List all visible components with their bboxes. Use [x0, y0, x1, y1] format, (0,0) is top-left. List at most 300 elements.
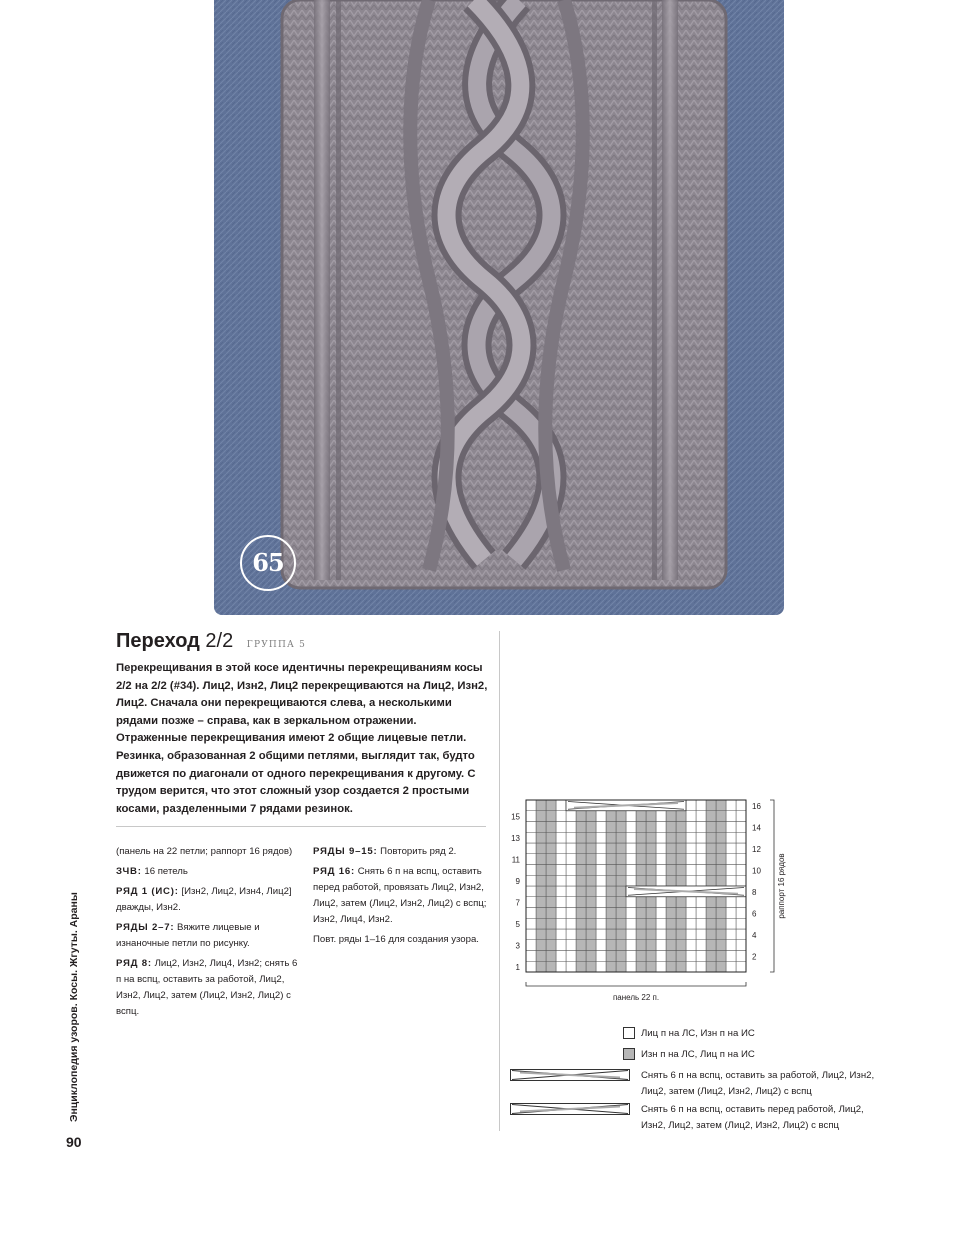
chart-cell: [726, 929, 736, 940]
chart-cell: [706, 951, 716, 962]
chart-cell: [736, 908, 746, 919]
chart-cell: [536, 951, 546, 962]
chart-cell: [706, 897, 716, 908]
chart-cell: [646, 908, 656, 919]
chart-cell: [596, 940, 606, 951]
chart-cell: [536, 875, 546, 886]
chart-cell: [536, 843, 546, 854]
chart-cell: [716, 918, 726, 929]
chart-cell: [596, 865, 606, 876]
chart-cell: [626, 929, 636, 940]
legend-knit-text: Лиц п на ЛС, Изн п на ИС: [641, 1028, 755, 1039]
chart-cell: [556, 875, 566, 886]
row-1-label: РЯД 1 (ИС):: [116, 886, 179, 897]
chart-cell: [646, 951, 656, 962]
chart-cell: [686, 875, 696, 886]
chart-cell: [646, 918, 656, 929]
chart-cell: [646, 811, 656, 822]
chart-cell: [626, 811, 636, 822]
chart-cell: [726, 800, 736, 811]
chart-cell: [566, 832, 576, 843]
knitting-chart: [500, 790, 800, 1015]
instructions-column-1: [116, 844, 301, 1024]
chart-cell: [706, 832, 716, 843]
chart-cell: [636, 822, 646, 833]
chart-cell: [716, 951, 726, 962]
chart-cell: [646, 929, 656, 940]
chart-cell: [646, 822, 656, 833]
chart-cell: [556, 832, 566, 843]
chart-cell: [606, 822, 616, 833]
chart-cell: [556, 908, 566, 919]
repeat-instruction: Повт. ряды 1–16 для создания узора.: [313, 934, 479, 945]
chart-cell: [626, 951, 636, 962]
chart-cell: [526, 843, 536, 854]
chart-cell: [656, 865, 666, 876]
chart-cell: [636, 929, 646, 940]
chart-cell: [546, 918, 556, 929]
chart-cell: [576, 843, 586, 854]
chart-cell: [636, 875, 646, 886]
chart-cell: [616, 908, 626, 919]
chart-cell: [586, 929, 596, 940]
chart-cell: [546, 951, 556, 962]
group-label: ГРУППА 5: [246, 640, 307, 650]
chart-cell: [576, 951, 586, 962]
chart-row-label-left: 15: [511, 812, 520, 822]
chart-cell: [636, 918, 646, 929]
chart-cell: [566, 897, 576, 908]
chart-cell: [686, 832, 696, 843]
chart-cell: [726, 832, 736, 843]
rows-9-15-text: Повторить ряд 2.: [380, 846, 457, 857]
chart-cell: [726, 961, 736, 972]
chart-cell: [676, 811, 686, 822]
chart-cell: [676, 897, 686, 908]
zchv-label: ЗЧВ:: [116, 866, 142, 877]
chart-cell: [686, 961, 696, 972]
chart-row-label-right: 2: [752, 952, 757, 962]
chart-cell: [686, 897, 696, 908]
chart-cell: [736, 918, 746, 929]
chart-cell: [706, 918, 716, 929]
chart-cell: [696, 875, 706, 886]
chart-cell: [556, 843, 566, 854]
chart-cell: [526, 886, 536, 897]
chart-cell: [616, 886, 626, 897]
chart-row-label-right: 8: [752, 887, 757, 897]
chart-cell: [536, 940, 546, 951]
chart-row-label-right: 12: [752, 844, 761, 854]
chart-cell: [656, 811, 666, 822]
chart-cell: [596, 822, 606, 833]
chart-cell: [616, 929, 626, 940]
chart-cell: [546, 800, 556, 811]
chart-cell: [696, 865, 706, 876]
chart-cell: [736, 961, 746, 972]
chart-cell: [736, 843, 746, 854]
chart-cell: [606, 929, 616, 940]
chart-cell: [686, 908, 696, 919]
row-1-text: [Изн2, Лиц2, Изн4, Лиц2] дважды, Изн2.: [116, 886, 292, 913]
chart-cell: [626, 918, 636, 929]
chart-cell: [566, 875, 576, 886]
chart-cell: [576, 908, 586, 919]
chart-cell: [676, 908, 686, 919]
rows-2-7-label: РЯДЫ 2–7:: [116, 922, 175, 933]
chart-cell: [606, 886, 616, 897]
chart-cell: [616, 961, 626, 972]
chart-cell: [576, 865, 586, 876]
chart-cell: [526, 918, 536, 929]
chart-cell: [726, 940, 736, 951]
chart-cell: [696, 940, 706, 951]
chart-cell: [666, 822, 676, 833]
chart-cell: [546, 843, 556, 854]
chart-cell: [536, 800, 546, 811]
chart-cell: [686, 929, 696, 940]
chart-cell: [536, 811, 546, 822]
chart-cell: [606, 843, 616, 854]
chart-cell: [646, 961, 656, 972]
chart-row-label-right: 14: [752, 823, 761, 833]
chart-cell: [586, 961, 596, 972]
chart-cell: [626, 822, 636, 833]
chart-cell: [526, 811, 536, 822]
chart-cell: [626, 961, 636, 972]
chart-row-label-left: 11: [511, 855, 520, 865]
chart-cell: [656, 854, 666, 865]
chart-cell: [596, 929, 606, 940]
chart-cell: [606, 865, 616, 876]
chart-cell: [546, 908, 556, 919]
chart-cell: [656, 908, 666, 919]
chart-cell: [646, 832, 656, 843]
chart-cell: [596, 918, 606, 929]
chart-cell: [596, 854, 606, 865]
chart-cell: [726, 843, 736, 854]
chart-cell: [716, 832, 726, 843]
chart-cell: [566, 811, 576, 822]
chart-cell: [696, 929, 706, 940]
chart-cell: [646, 897, 656, 908]
chart-cell: [706, 822, 716, 833]
chart-cell: [526, 940, 536, 951]
chart-cell: [686, 951, 696, 962]
panel-info: (панель на 22 петли; раппорт 16 рядов): [116, 846, 293, 857]
chart-cell: [656, 951, 666, 962]
chart-cell: [546, 929, 556, 940]
chart-cell: [546, 865, 556, 876]
chart-cell: [566, 865, 576, 876]
chart-panel-label: панель 22 п.: [612, 993, 660, 1002]
chart-cell: [586, 875, 596, 886]
chart-cell: [536, 961, 546, 972]
swatch-image: [214, 0, 784, 615]
chart-cell: [726, 918, 736, 929]
row-1-instruction: [116, 884, 301, 916]
rows-9-15-instruction: [313, 844, 491, 860]
row-8-text: Лиц2, Изн2, Лиц4, Изн2; снять 6 п на вспц, оставить за работой, Лиц2, Изн2, Лиц2, затем (Лиц2, Изн2, Лиц2) с вспц.: [116, 958, 298, 1017]
chart-cell: [666, 940, 676, 951]
chart-cell: [666, 875, 676, 886]
chart-cell: [536, 897, 546, 908]
pattern-number-badge: 65: [240, 535, 296, 591]
chart-cell: [666, 929, 676, 940]
chart-cell: [556, 918, 566, 929]
rows-2-7-instruction: [116, 920, 301, 952]
chart-cell: [686, 843, 696, 854]
chart-cell: [556, 961, 566, 972]
chart-cell: [686, 854, 696, 865]
chart-row-label-left: 13: [511, 834, 520, 843]
chart-cell: [616, 951, 626, 962]
chart-cell: [556, 897, 566, 908]
chart-cell: [716, 908, 726, 919]
chart-cell: [716, 822, 726, 833]
chart-cell: [606, 951, 616, 962]
chart-cell: [526, 822, 536, 833]
chart-cell: [736, 951, 746, 962]
chart-cell: [546, 961, 556, 972]
chart-cell: [616, 854, 626, 865]
chart-cell: [526, 929, 536, 940]
chart-cell: [536, 865, 546, 876]
chart-cell: [716, 843, 726, 854]
chart-cell: [696, 822, 706, 833]
chart-cell: [656, 822, 666, 833]
chart-cell: [586, 897, 596, 908]
cable-back-icon: [510, 1069, 630, 1081]
chart-cell: [736, 875, 746, 886]
chart-cell: [696, 843, 706, 854]
chart-cell: [656, 940, 666, 951]
chart-cell: [556, 929, 566, 940]
chart-row-label-left: 7: [515, 898, 520, 908]
chart-cell: [626, 832, 636, 843]
chart-cell: [566, 854, 576, 865]
chart-cell: [566, 940, 576, 951]
chart-cell: [736, 832, 746, 843]
chart-cell: [666, 961, 676, 972]
chart-cell: [626, 908, 636, 919]
chart-cell: [526, 951, 536, 962]
chart-cell: [526, 875, 536, 886]
chart-cell: [716, 865, 726, 876]
chart-cell: [656, 961, 666, 972]
chart-cell: [576, 811, 586, 822]
chart-cell: [546, 886, 556, 897]
chart-cell: [556, 886, 566, 897]
chart-cell: [586, 843, 596, 854]
page-number: 90: [66, 1134, 82, 1150]
cable-front-icon: [510, 1103, 630, 1115]
chart-repeat-bracket: [770, 800, 774, 972]
chart-cell: [716, 961, 726, 972]
chart-cell: [576, 832, 586, 843]
chart-row-label-right: 6: [752, 909, 757, 919]
chart-cell: [706, 875, 716, 886]
chart-cell: [606, 811, 616, 822]
chart-row-label-left: 9: [515, 877, 520, 886]
chart-cell: [566, 822, 576, 833]
chart-cell: [736, 822, 746, 833]
chart-cell: [556, 865, 566, 876]
chart-cell: [576, 886, 586, 897]
chart-cell: [616, 811, 626, 822]
chart-cell: [736, 800, 746, 811]
rows-9-15-label: РЯДЫ 9–15:: [313, 846, 378, 857]
chart-cell: [536, 832, 546, 843]
chart-cell: [686, 940, 696, 951]
chart-cell: [576, 918, 586, 929]
row-16-instruction: [313, 864, 491, 928]
chart-cell: [616, 843, 626, 854]
chart-row-label-right: 16: [752, 801, 761, 811]
chart-cell: [726, 854, 736, 865]
chart-cell: [576, 897, 586, 908]
chart-cell: [606, 854, 616, 865]
chart-cell: [536, 886, 546, 897]
chart-cell: [596, 897, 606, 908]
chart-cell: [706, 929, 716, 940]
chart-cell: [666, 951, 676, 962]
chart-cell: [596, 908, 606, 919]
chart-cell: [586, 832, 596, 843]
chart-cell: [696, 897, 706, 908]
chart-cell: [596, 886, 606, 897]
chart-cell: [716, 800, 726, 811]
chart-cell: [586, 940, 596, 951]
chart-cell: [616, 875, 626, 886]
chart-cell: [666, 843, 676, 854]
chart-cell: [636, 940, 646, 951]
zchv-line: [116, 864, 301, 880]
chart-cell: [636, 951, 646, 962]
chart-cell: [556, 822, 566, 833]
chart-cell: [636, 908, 646, 919]
row-16-text: Снять 6 п на вспц, оставить перед работой, провязать Лиц2, Изн2, Лиц2, затем (Лиц2, Изн2, Лиц2) с вспц; Изн2, Лиц4, Изн2.: [313, 866, 487, 925]
chart-cell: [676, 865, 686, 876]
rows-2-7-text: Вяжите лицевые и изнаночные петли по рисунку.: [116, 922, 260, 949]
chart-cell: [626, 875, 636, 886]
chart-cell: [626, 854, 636, 865]
chart-cell: [636, 961, 646, 972]
chart-cell: [676, 832, 686, 843]
chart-cell: [636, 832, 646, 843]
chart-cell: [526, 897, 536, 908]
chart-cell: [706, 854, 716, 865]
chart-cell: [596, 951, 606, 962]
chart-cell: [706, 961, 716, 972]
chart-cell: [646, 875, 656, 886]
chart-cell: [696, 854, 706, 865]
chart-row-label-left: 3: [515, 941, 520, 951]
chart-cell: [586, 854, 596, 865]
chart-cell: [626, 940, 636, 951]
chart-cell: [696, 832, 706, 843]
chart-cell: [726, 875, 736, 886]
chart-cell: [646, 940, 656, 951]
chart-cell: [676, 854, 686, 865]
chart-cell: [706, 800, 716, 811]
chart-cell: [536, 918, 546, 929]
chart-cell: [706, 940, 716, 951]
chart-cell: [536, 854, 546, 865]
chart-row-label-right: 10: [752, 866, 761, 876]
chart-cell: [696, 918, 706, 929]
chart-cell: [666, 897, 676, 908]
chart-cell: [696, 800, 706, 811]
chart-cell: [586, 918, 596, 929]
chart-cell: [556, 811, 566, 822]
chart-cell: [526, 908, 536, 919]
chart-cell: [536, 908, 546, 919]
chart-cell: [566, 918, 576, 929]
chart-cell: [706, 811, 716, 822]
chart-cell: [686, 918, 696, 929]
chart-cell: [616, 865, 626, 876]
chart-panel-bracket: [526, 982, 746, 986]
chart-cell: [666, 832, 676, 843]
chart-cell: [546, 875, 556, 886]
chart-cell: [716, 854, 726, 865]
chart-cell: [576, 875, 586, 886]
chart-cell: [606, 897, 616, 908]
chart-cell: [526, 800, 536, 811]
chart-cell: [536, 822, 546, 833]
chart-cell: [556, 800, 566, 811]
chart-cell: [726, 908, 736, 919]
legend-cable-front-text: Снять 6 п на вспц, оставить перед работой, Лиц2, Изн2, Лиц2, затем (Лиц2, Изн2, Лиц2) с вспц: [641, 1104, 864, 1131]
chart-cell: [696, 961, 706, 972]
chart-cell: [666, 811, 676, 822]
chart-cell: [656, 897, 666, 908]
chart-cell: [686, 811, 696, 822]
intro-text: Перекрещивания в этой косе идентичны перекрещиваниям косы 2/2 на 2/2 (#34). Лиц2, Изн2, Лиц2 перекрещиваются на Лиц2, Изн2, Лиц2. Сначала они перекрещиваются слева, а несколькими рядами позже – справа, как в зеркальном отражении. Отраженные перекрещивания имеют 2 общие лицевые петли. Резинка, образованная 2 общими петлями, выглядит так, будто движется по диагонали от одного перекрещивания к другому. С трудом верится, что этот сложный узор создается 2 простыми косами, разделенными 7 рядами резинок.: [116, 662, 488, 815]
chart-cell: [556, 951, 566, 962]
chart-cell: [676, 843, 686, 854]
chart-cell: [566, 929, 576, 940]
chart-cell: [606, 918, 616, 929]
chart-cell: [716, 811, 726, 822]
chart-cell: [576, 940, 586, 951]
chart-cell: [626, 897, 636, 908]
chart-cell: [576, 929, 586, 940]
chart-cell: [606, 908, 616, 919]
chart-cell: [586, 886, 596, 897]
chart-cell: [636, 865, 646, 876]
chart-cell: [556, 940, 566, 951]
chart-cell: [736, 897, 746, 908]
chart-cell: [676, 929, 686, 940]
chart-cell: [586, 811, 596, 822]
chart-cell: [586, 822, 596, 833]
chart-cell: [586, 951, 596, 962]
chart-cell: [726, 865, 736, 876]
chart-cell: [696, 811, 706, 822]
chart-cell: [576, 961, 586, 972]
row-16-label: РЯД 16:: [313, 866, 356, 877]
chart-cell: [546, 822, 556, 833]
chart-cell: [596, 843, 606, 854]
chart-cell: [546, 897, 556, 908]
title-fraction: 2/2: [205, 630, 234, 652]
chart-cell: [726, 822, 736, 833]
chart-row-label-left: 1: [515, 963, 520, 972]
chart-cell: [586, 865, 596, 876]
legend-purl-text: Изн п на ЛС, Лиц п на ИС: [641, 1049, 755, 1060]
